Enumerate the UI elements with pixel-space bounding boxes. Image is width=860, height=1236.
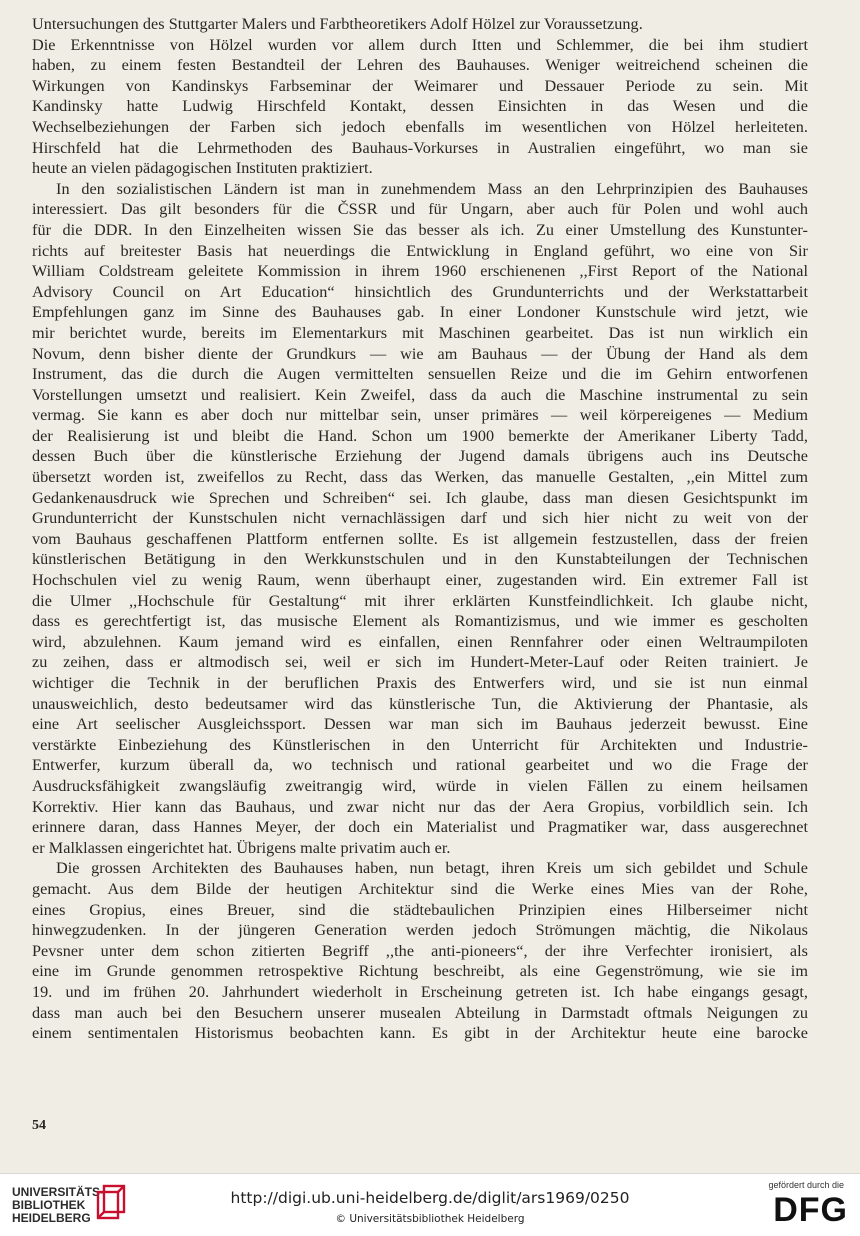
text-line: Untersuchungen des Stuttgarter Malers und Farbtheoretikers Adolf Hölzel zur Voraussetzung. [32,15,643,33]
text-line: haben, zu einem festen Bestandteil der Lehren des Bauhauses. Weniger weitreichend scheinen die [32,56,808,75]
text-line: zu zeihen, dass er altmodisch sei, weil er sich im Hundert-Meter-Lauf oder Reiten trainiert. Je [32,653,808,672]
text-line: Hochschulen viel zu wenig Raum, wenn überhaupt einer, zugestanden wird. Ein extremer Fall ist [32,571,808,590]
text-line: hinwegzudenken. In der jüngeren Generation werden jedoch Strömungen mächtig, die Nikolaus [32,921,808,940]
text-line: gemacht. Aus dem Bilde der heutigen Architektur sind die Werke eines Mies van der Rohe, [32,879,808,898]
copyright-notice: © Universitätsbibliothek Heidelberg [335,1213,525,1225]
text-line: Advisory Council on Art Education“ hinsichtlich des Grundunterrichts und der Werkstattarbeit [32,282,808,301]
text-line: William Coldstream geleitete Kommission in ihrem 1960 erschienenen ,,First Report of the National [32,262,808,281]
text-line: Vorstellungen umsetzt und realisiert. Kein Zweifel, dass da auch die Maschine instrumental zu sein [32,385,808,404]
text-line: für die DDR. In den Einzelheiten wissen Sie das besser als ich. Zu einer Umstellung des Kunstunter- [32,220,808,239]
text-line: Wirkungen von Kandinskys Farbseminar der Weimarer und Dessauer Periode zu sein. Mit [32,76,808,95]
text-line: erinnere daran, dass Hannes Meyer, der doch ein Materialist und Pragmatiker war, dass ausgerechnet [32,818,808,837]
text-line: künstlerischen Betätigung in den Werkkunstschulen und in den Kunstabteilungen der Technischen [32,550,808,569]
text-line: Kandinsky hatte Ludwig Hirschfeld Kontakt, dessen Einsichten in das Wesen und die [32,97,808,116]
text-line: Ausdrucksfähigkeit zwangsläufig zweitrangig wird, würde in vielen Fällen zu einem heilsamen [32,776,808,795]
text-line: er Malklassen eingerichtet hat. Übrigens malte privatim auch er. [32,838,451,857]
text-line: Die Erkenntnisse von Hölzel wurden vor allem durch Itten und Schlemmer, die bei ihm studiert [32,35,808,54]
text-line: Empfehlungen ganz im Sinne des Bauhauses gab. In einer Londoner Kunstschule wird jetzt, wie [32,303,808,322]
text-line: eine Art seelischer Ausgleichssport. Dessen war man sich im Bauhaus jederzeit bewusst. Eine [32,715,808,734]
library-name-line-3: HEIDELBERG [12,1211,91,1225]
text-line: vom Bauhaus geschaffenen Plattform entfernen sollte. Es ist allgemein festzustellen, dass der freien [32,529,808,548]
text-line: die Ulmer ,,Hochschule für Gestaltung“ mit ihrer erklärten Kunstfeindlichkeit. Ich glaube nicht, [32,591,808,610]
body-text [32,14,808,1044]
text-line: dessen Buch über die künstlerische Erziehung der Jugend damals übrigens auch ins Deutsche [32,447,808,466]
library-name-line-1: UNIVERSITÄTS- [12,1185,105,1199]
text-line: mir berichtet wurde, bereits im Elementarkurs mit Maschinen gearbeitet. Das ist nun wirklich ein [32,323,808,342]
text-line: 19. und im frühen 20. Jahrhundert wiederholt in Erscheinung getreten ist. Ich habe eingangs gesagt, [32,982,808,1001]
text-line: richts auf breitester Basis hat neuerdings die Entwicklung in England geführt, wo eine von Sir [32,241,808,260]
text-line: Hirschfeld hat die Lehrmethoden des Bauhaus-Vorkurses in Australien eingeführt, wo man sie [32,138,808,157]
dfg-logo-icon: DFG [773,1191,848,1229]
text-line: übersetzt worden ist, zweifellos zu Recht, dass das Werken, das manuelle Gestalten, ,,ein Mittel zum [32,468,808,487]
text-line: der Realisierung ist und bleibt die Hand. Schon um 1900 bemerkte der Amerikaner Liberty Tadd, [32,426,808,445]
text-line: Korrektiv. Hier kann das Bauhaus, und zwar nicht nur das der Aera Gropius, vorbildlich sein. Ich [32,797,808,816]
text-line: heute an vielen pädagogischen Instituten praktiziert. [32,159,373,178]
text-line: vermag. Sie kann es aber doch nur mittelbar sein, unser primäres — weil körpereigenes — Medium [32,406,808,425]
text-line: interessiert. Das gilt besonders für die ČSSR und für Ungarn, aber auch für Polen und wohl auch [32,200,808,219]
funding-caption: gefördert durch die [768,1180,844,1190]
text-line: Entwerfer, kurzum überall da, wo technisch und rational gearbeitet und wo die Frage der [32,756,808,775]
library-emblem-icon [92,1184,132,1226]
text-line: dass man auch bei den Besuchern unserer musealen Abteilung in Darmstadt oftmals Neigungen zu [32,1003,808,1022]
text-line: In den sozialistischen Ländern ist man in zunehmendem Mass an den Lehrprinzipien des Bauhauses [56,179,808,198]
text-line: einem sentimentalen Historismus beobachten kann. Es gibt in der Architektur heute eine barocke [32,1024,808,1043]
text-line: wichtiger die Technik in der beruflichen Praxis des Entwerfers wird, und sie ist nun einmal [32,674,808,692]
text-line: Gedankenausdruck wie Sprechen und Schreiben“ sei. Ich glaube, dass man diesen Gesichtspunkt im [32,488,808,507]
permalink-url[interactable]: http://digi.ub.uni-heidelberg.de/diglit/ars1969/0250 [230,1189,630,1207]
text-line: Wechselbeziehungen der Farben sich jedoch ebenfalls im wesentlichen von Hölzel herleiteten. [32,117,808,136]
text-line: dass es gerechtfertigt ist, das musische Element als Romantizismus, und wie immer es gescholten [32,612,808,631]
text-line: Instrument, das die durch die Augen vermittelten sensuellen Reize und die im Gehirn entworfenen [32,365,808,384]
text-line: Novum, denn bisher diente der Grundkurs — wie am Bauhaus — der Übung der Hand als dem [32,344,808,363]
viewer-footer [0,1173,860,1236]
text-line: unausweichlich, desto bedeutsamer wird das künstlerische Tun, die Aktivierung der Phantasie, als [32,694,808,713]
text-line: eines Gropius, eines Breuer, sind die städtebaulichen Prinzipien eines Hilberseimer nicht [32,900,808,919]
university-library-logo[interactable] [12,1182,222,1228]
text-line: verstärkte Einbeziehung des Künstlerischen in den Unterricht für Architekten und Industrie- [32,735,808,754]
text-line: wird, abzulehnen. Kaum jemand wird es einfallen, einen Rennfahrer oder einen Weltraumpiloten [32,632,808,651]
dfg-funding-logo[interactable] [752,1180,848,1230]
text-line: eine im Grunde genommen retrospektive Richtung beschreibt, als eine Gegenströmung, wie sie im [32,962,808,981]
library-name [12,1186,104,1225]
text-line: Pevsner unter dem schon zitierten Begriff ,,the anti-pioneers“, der ihre Verfechter ironisiert, als [32,941,808,960]
text-line: Grundunterricht der Kunstschulen nicht vernachlässigen darf und sich hier nicht zu weit von der [32,509,808,528]
page-number: 54 [32,1118,46,1133]
footer-citation [200,1188,660,1227]
library-name-line-2: BIBLIOTHEK [12,1198,86,1212]
text-line: Die grossen Architekten des Bauhauses haben, nun betagt, ihren Kreis um sich gebildet und Schule [56,859,808,878]
